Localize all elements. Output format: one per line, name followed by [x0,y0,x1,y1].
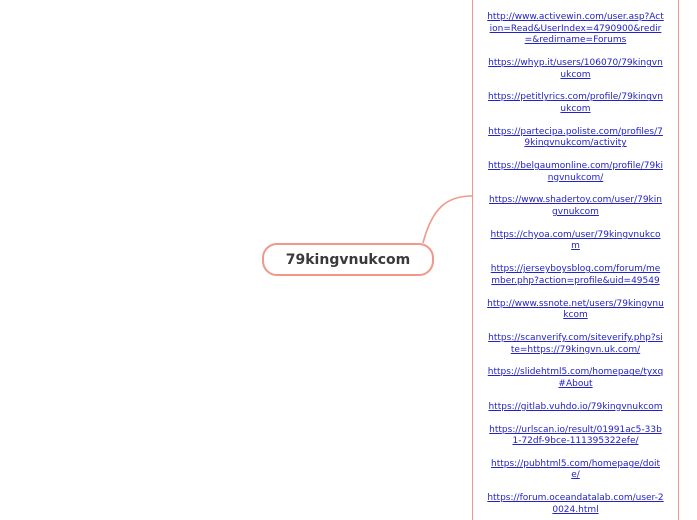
link-chyoa[interactable]: https://chyoa.com/user/79kingvnukcom [490,229,661,252]
link-urlscan[interactable]: https://urlscan.io/result/01991ac5-33b1-72df-9bce-111395322efe/ [489,424,662,447]
link-petitlyrics[interactable]: https://petitlyrics.com/profile/79kingvnukcom [488,92,663,114]
link-gitlab-vuhdo[interactable]: https://gitlab.vuhdo.io/79kingvnukcom [488,401,663,412]
link-jerseyboysblog[interactable]: https://jerseyboysblog.com/forum/member.php?action=profile&uid=49549 [490,264,661,286]
link-oceandatalab[interactable]: https://forum.oceandatalab.com/user-20024.html [487,493,664,515]
link-activewin[interactable]: http://www.activewin.com/user.asp?Action=Read&UserIndex=4790900&redir=&redirname=Forums [487,12,664,46]
central-topic-node[interactable] [262,243,434,276]
central-topic-label: 79kingvnukcom [285,251,411,268]
link-partecipa-poliste[interactable]: https://partecipa.poliste.com/profiles/79kingvnukcom/activity [488,126,663,149]
links-note-panel [472,0,679,520]
link-pubhtml5[interactable]: https://pubhtml5.com/homepage/doite/ [490,458,660,481]
branch-line [423,196,472,243]
link-slidehtml5[interactable]: https://slidehtml5.com/homepage/tyxq#About [487,367,664,389]
link-scanverify[interactable]: https://scanverify.com/siteverify.php?site=https://79kingvn.uk.com/ [488,332,663,355]
link-whyp[interactable]: https://whyp.it/users/106070/79kingvnukcom [488,57,663,80]
link-ssnote[interactable]: http://www.ssnote.net/users/79kingvnukcom [487,298,664,321]
link-belgaumonline[interactable]: https://belgaumonline.com/profile/79kingvnukcom/ [488,161,663,183]
link-shadertoy[interactable]: https://www.shadertoy.com/user/79kingvnukcom [489,195,662,218]
